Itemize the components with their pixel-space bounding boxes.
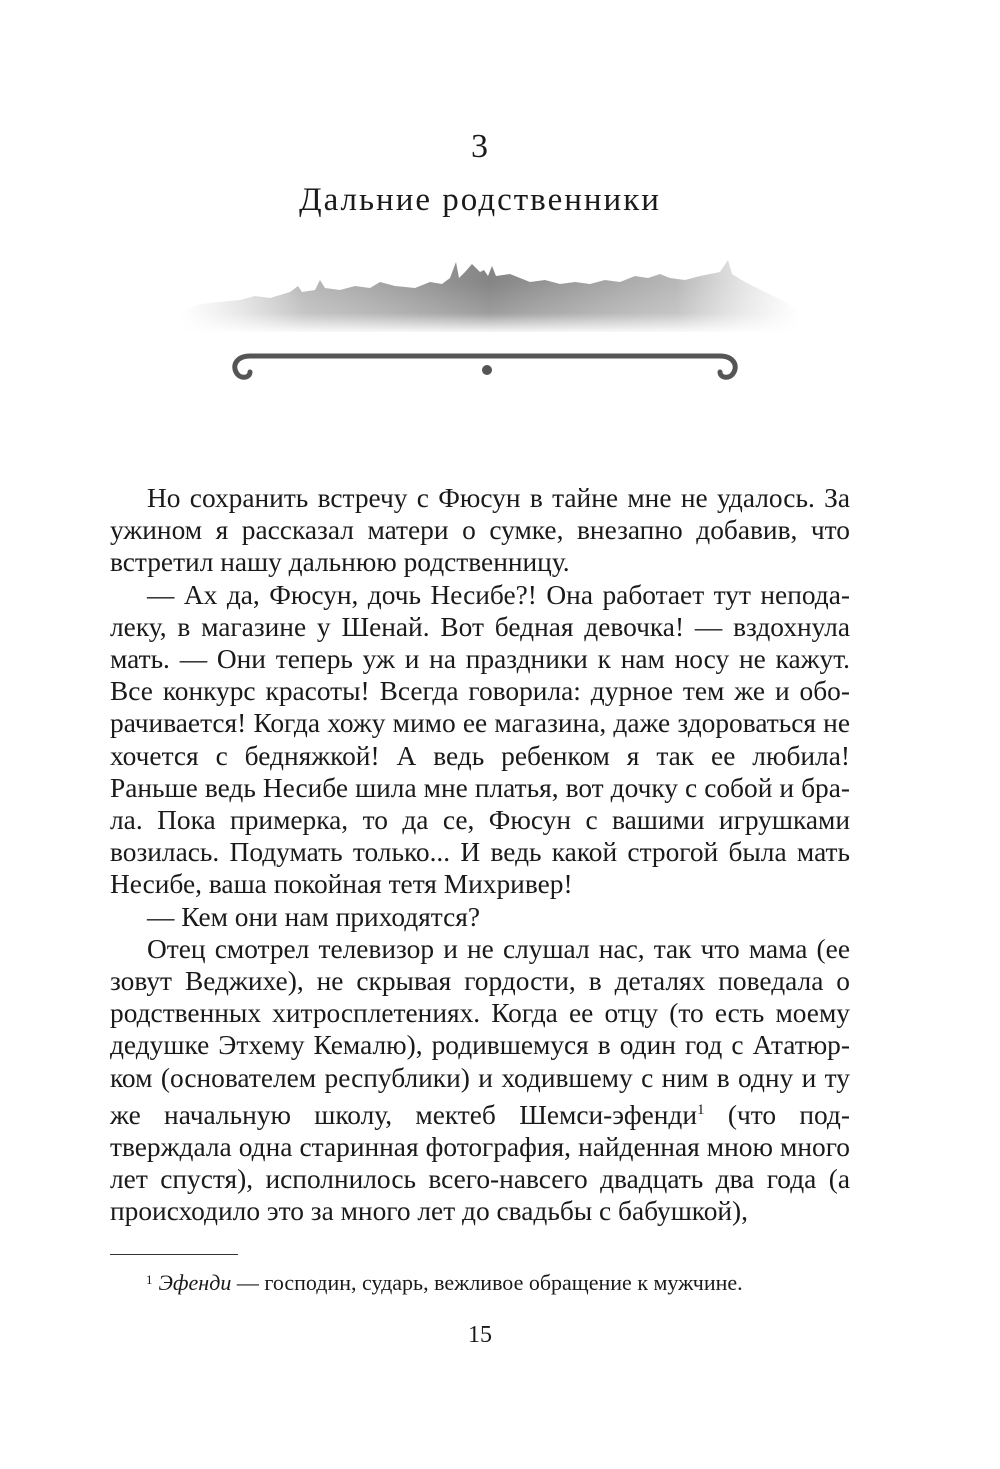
footnote-text: — господин, сударь, вежливое обращение к мужчине.	[231, 1270, 743, 1295]
paragraph-4	[110, 933, 850, 1228]
paragraph-3: — Кем они нам приходятся?	[147, 901, 480, 932]
footnote-reference[interactable]: 1	[697, 1101, 705, 1118]
footnote	[146, 1266, 866, 1297]
footnote-mark: 1	[146, 1272, 153, 1287]
paragraph-2: — Ах да, Фюсун, дочь Несибе?! Она работает тут неподалеку, в магазине у Шенай. Вот бедная девочка! — вздохнула мать. — Они теперь уж и на праздники к нам носу не кажут. Все конкурс красоты! Всегда говорила: дурное тем же и оборачивается! Когда хожу мимо ее магазина, даже здороваться не хочется с бедняжкой! А ведь ребенком я так ее любила! Раньше ведь Несибе шила мне платья, вот дочку с собой и брала. Пока примерка, то да се, Фюсун с вашими игрушками возилась. Подумать только... И ведь какой строгой была мать Несибе, ваша покойная тетя Михривер!	[110, 579, 850, 900]
paragraph-4-end: (что подтверждала одна старинная фотография, найденная мною много лет спустя), исполнилось всего-навсего двадцать два года (а происходило это за много лет до свадьбы с бабушкой),	[110, 1099, 850, 1227]
paragraph-1: Но сохранить встречу с Фюсун в тайне мне не удалось. За ужином я рассказал матери о сумке, внезапно добавив, что встретил нашу дальнюю родственницу.	[110, 483, 850, 578]
chapter-ornament	[180, 252, 800, 392]
body-text	[110, 482, 850, 1228]
istanbul-skyline-icon	[180, 260, 800, 334]
page-number: 15	[468, 1322, 492, 1348]
footnote-term: Эфенди	[158, 1270, 232, 1295]
chapter-number: 3	[471, 128, 489, 165]
scroll-divider-icon	[235, 356, 735, 377]
chapter-title: Дальние родственники	[299, 182, 661, 218]
footnote-divider	[110, 1254, 238, 1255]
paragraph-4-start: Отец смотрел телевизор и не слушал нас, так что мама (ее зовут Веджихе), не скрывая гордости, в деталях поведала о родственных хитросплетениях. Когда ее отцу (то есть моему дедушке Этхему Кемалю), родившемуся в один год с Ататюрком (основателем республики) и ходившему с ним в одну и ту же начальную школу, мектеб Шемси-эфенди	[110, 933, 850, 1130]
